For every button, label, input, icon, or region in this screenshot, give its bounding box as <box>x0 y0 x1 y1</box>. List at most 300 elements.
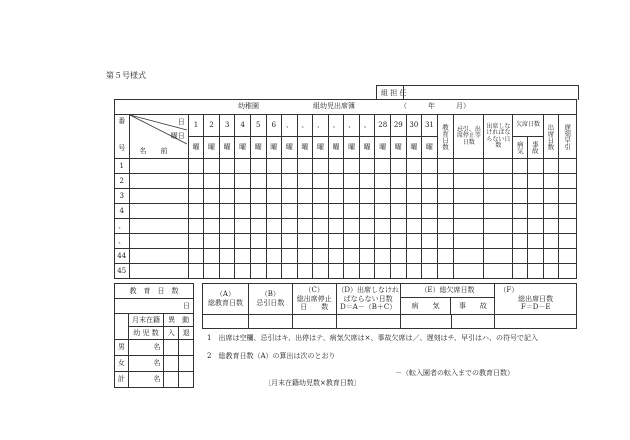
register-label: 組幼児出席簿 <box>313 102 355 110</box>
attendance-cell <box>359 219 375 234</box>
weekday-cell: 曜 <box>188 137 204 159</box>
attendance-cell <box>454 264 484 279</box>
day-col: 29 <box>391 115 407 137</box>
attendance-cell <box>513 174 528 189</box>
attendance-cell <box>297 234 313 249</box>
name-cell <box>129 189 188 204</box>
attendance-cell <box>266 234 282 249</box>
attendance-cell <box>406 189 422 204</box>
table-row <box>115 189 577 204</box>
total-label: 計 <box>115 372 129 388</box>
attendance-cell <box>513 219 528 234</box>
attendance-cell <box>359 174 375 189</box>
attendance-cell <box>375 174 391 189</box>
name-cell <box>129 234 188 249</box>
attendance-cell <box>282 249 298 264</box>
attendance-cell <box>375 264 391 279</box>
attendance-cell <box>282 174 298 189</box>
attendance-cell <box>250 264 266 279</box>
unit-label: 名 <box>128 372 164 388</box>
attendance-cell <box>204 189 220 204</box>
attendance-cell <box>297 174 313 189</box>
day-col: 、 <box>344 115 360 137</box>
attendance-cell <box>513 249 528 264</box>
weekday-cell: 曜 <box>422 137 438 159</box>
blank-cell <box>179 372 194 388</box>
attendance-cell <box>188 234 204 249</box>
attendance-cell <box>559 204 577 219</box>
attendance-cell <box>406 219 422 234</box>
day-col: 、 <box>328 115 344 137</box>
table-row <box>115 234 577 249</box>
edu-days-unit: 日 <box>115 299 194 314</box>
attendance-cell <box>375 249 391 264</box>
name-cell <box>129 219 188 234</box>
row-number: 2 <box>115 174 130 189</box>
attendance-cell <box>422 264 438 279</box>
enrolled-label-2: 幼 児 数 <box>128 327 164 340</box>
attendance-cell <box>484 189 513 204</box>
attendance-cell <box>559 234 577 249</box>
attendance-cell <box>484 174 513 189</box>
attendance-cell <box>219 189 235 204</box>
late-early-text: 遅刻早引 <box>563 123 572 150</box>
late-early-header <box>559 115 577 159</box>
attendance-cell <box>344 234 360 249</box>
attendance-cell <box>406 264 422 279</box>
table-row <box>115 219 577 234</box>
weekday-cell: 曜 <box>219 137 235 159</box>
attendance-cell <box>266 219 282 234</box>
attendance-cell <box>359 264 375 279</box>
attendance-cell <box>437 264 454 279</box>
school-label: 幼稚園 <box>238 102 259 110</box>
blank-cell <box>164 372 179 388</box>
attendance-cell <box>235 174 251 189</box>
number-header-bottom: 号 <box>118 144 126 152</box>
attendance-cell <box>559 219 577 234</box>
name-label: 名 前 <box>139 147 168 155</box>
edu-days-label: 教 育 日 数 <box>115 284 194 299</box>
attendance-cell <box>437 234 454 249</box>
attendance-cell <box>543 204 559 219</box>
attendance-cell <box>406 249 422 264</box>
attendance-cell <box>235 159 251 174</box>
weekday-cell: 曜 <box>328 137 344 159</box>
attendance-cell <box>344 249 360 264</box>
col-c-header <box>292 284 336 315</box>
attendance-cell <box>219 204 235 219</box>
attendance-cell <box>250 189 266 204</box>
weekday-cell: 曜 <box>250 137 266 159</box>
attendance-cell <box>543 219 559 234</box>
col-c-label-2: 日 数 <box>300 303 329 312</box>
attendance-cell <box>454 234 484 249</box>
name-cell <box>129 249 188 264</box>
attendance-cell <box>484 264 513 279</box>
weekday-cell: 曜 <box>266 137 282 159</box>
attendance-cell <box>406 159 422 174</box>
attendance-cell <box>219 234 235 249</box>
value-cell <box>400 315 451 329</box>
attendance-cell <box>391 264 407 279</box>
attendance-cell <box>266 249 282 264</box>
weekday-cell: 曜 <box>391 137 407 159</box>
attendance-cell <box>528 189 544 204</box>
attendance-cell <box>266 189 282 204</box>
homeroom-teacher-box <box>376 85 579 100</box>
attendance-cell <box>375 219 391 234</box>
edu-days-text: 教育日数 <box>441 123 449 150</box>
attendance-cell <box>266 264 282 279</box>
attendance-cell <box>204 249 220 264</box>
weekday-cell: 曜 <box>282 137 298 159</box>
attendance-cell <box>266 174 282 189</box>
row-number: 45 <box>115 264 130 279</box>
edu-days-header <box>437 115 454 159</box>
day-col: 6 <box>266 115 282 137</box>
value-cell <box>495 315 577 329</box>
attendance-cell <box>513 264 528 279</box>
col-e-illness: 病 気 <box>401 298 452 314</box>
attendance-cell <box>391 234 407 249</box>
attendance-cell <box>543 264 559 279</box>
attendance-cell <box>188 189 204 204</box>
attendance-cell <box>282 159 298 174</box>
unit-label: 名 <box>128 340 164 356</box>
required-days-header <box>484 115 513 159</box>
register-title-row <box>115 100 577 115</box>
day-col: 、 <box>282 115 298 137</box>
attendance-cell <box>359 189 375 204</box>
table-row <box>115 159 577 174</box>
note-1: 1 出席は空欄、忌引はキ、出停はテ、病気欠席は×、事故欠席は／、遅刻はチ、早引はハ、の符号で記入 <box>207 334 539 342</box>
formula-numerator: －（転入園者の転入までの教育日数） <box>395 369 514 377</box>
attendance-cell <box>313 264 329 279</box>
attendance-cell <box>454 204 484 219</box>
attendance-cell <box>313 204 329 219</box>
attendance-cell <box>344 174 360 189</box>
value-cell <box>292 315 336 329</box>
attendance-days-header <box>543 115 559 159</box>
day-col: 、 <box>297 115 313 137</box>
attendance-cell <box>359 204 375 219</box>
col-d-formula: D＝A－（B＋C） <box>340 303 397 312</box>
table-row <box>115 249 577 264</box>
day-col: 1 <box>188 115 204 137</box>
attendance-cell <box>375 204 391 219</box>
transfer-in-label: 入 <box>164 327 179 340</box>
attendance-cell <box>328 249 344 264</box>
attendance-cell <box>204 159 220 174</box>
attendance-cell <box>297 249 313 264</box>
day-col: 3 <box>219 115 235 137</box>
female-label: 女 <box>115 356 129 372</box>
attendance-cell <box>235 264 251 279</box>
blank-cell <box>179 356 194 372</box>
col-b-code: （B） <box>260 289 280 298</box>
attendance-cell <box>484 159 513 174</box>
attendance-cell <box>188 159 204 174</box>
attendance-cell <box>437 159 454 174</box>
col-d-label: ばならない日数 <box>343 294 393 303</box>
attendance-cell <box>484 249 513 264</box>
col-e-accident: 事 故 <box>458 302 487 310</box>
col-c-code: （C） <box>304 285 324 294</box>
attendance-cell <box>235 189 251 204</box>
attendance-roster <box>114 99 577 279</box>
name-cell <box>129 174 188 189</box>
attendance-cell <box>344 204 360 219</box>
attendance-cell <box>528 249 544 264</box>
unit-label: 名 <box>128 356 164 372</box>
blank-cell <box>179 340 194 356</box>
attendance-cell <box>297 219 313 234</box>
attendance-cell <box>437 249 454 264</box>
attendance-cell <box>250 234 266 249</box>
col-f-label: 総出席日数 <box>518 294 554 303</box>
attendance-cell <box>513 204 528 219</box>
attendance-cell <box>406 174 422 189</box>
attendance-cell <box>422 204 438 219</box>
attendance-cell <box>513 234 528 249</box>
attendance-cell <box>266 159 282 174</box>
col-f-formula: F＝D－E <box>520 303 551 312</box>
col-f-code: （F） <box>499 285 519 294</box>
homeroom-teacher-label: 組 担 任 <box>381 89 407 97</box>
col-f-header <box>495 284 577 315</box>
attendance-cell <box>250 249 266 264</box>
attendance-cell <box>543 234 559 249</box>
blank-cell <box>164 356 179 372</box>
attendance-cell <box>391 219 407 234</box>
weekday-cell: 曜 <box>375 137 391 159</box>
attendance-cell <box>559 159 577 174</box>
name-cell <box>129 204 188 219</box>
attendance-cell <box>391 159 407 174</box>
attendance-cell <box>235 219 251 234</box>
attendance-cell <box>204 204 220 219</box>
weekday-cell: 曜 <box>406 137 422 159</box>
day-col: 30 <box>406 115 422 137</box>
attendance-cell <box>422 174 438 189</box>
attendance-cell <box>422 234 438 249</box>
attendance-cell <box>188 264 204 279</box>
attendance-cell <box>282 234 298 249</box>
enrolled-label-1: 月末在籍 <box>128 314 164 327</box>
attendance-cell <box>204 264 220 279</box>
attendance-cell <box>359 249 375 264</box>
day-col: 28 <box>375 115 391 137</box>
attendance-cell <box>297 264 313 279</box>
row-number: 3 <box>115 189 130 204</box>
transfer-out-label: 退 <box>179 327 194 340</box>
form-number: 第５号様式 <box>106 71 146 80</box>
attendance-cell <box>344 219 360 234</box>
col-e-header <box>400 284 495 315</box>
attendance-cell <box>219 174 235 189</box>
attendance-cell <box>543 189 559 204</box>
row-number: 4 <box>115 204 130 219</box>
attendance-cell <box>454 219 484 234</box>
attendance-cell <box>219 159 235 174</box>
attendance-cell <box>188 204 204 219</box>
attendance-cell <box>328 174 344 189</box>
attendance-cell <box>297 189 313 204</box>
number-header-top: 番 <box>118 117 126 125</box>
attendance-cell <box>219 219 235 234</box>
attendance-cell <box>391 204 407 219</box>
accident-header <box>528 137 544 159</box>
attendance-cell <box>543 174 559 189</box>
attendance-cell <box>454 189 484 204</box>
illness-text: 病気 <box>515 141 524 154</box>
col-b-label: 忌引日数 <box>256 299 285 307</box>
day-label: 日 <box>177 118 185 126</box>
attendance-cell <box>513 159 528 174</box>
weekday-cell: 曜 <box>297 137 313 159</box>
attendance-cell <box>543 249 559 264</box>
attendance-cell <box>359 159 375 174</box>
attendance-cell <box>391 249 407 264</box>
attendance-cell <box>297 204 313 219</box>
attendance-cell <box>484 204 513 219</box>
attendance-cell <box>313 159 329 174</box>
attendance-cell <box>328 189 344 204</box>
row-number: 44 <box>115 249 130 264</box>
attendance-cell <box>313 234 329 249</box>
year-month-label: （ 年 月） <box>400 102 470 110</box>
value-cell <box>451 315 495 329</box>
attendance-cell <box>391 189 407 204</box>
attendance-cell <box>188 249 204 264</box>
attendance-cell <box>422 219 438 234</box>
col-a-code: （A） <box>215 289 235 298</box>
name-cell <box>129 159 188 174</box>
attendance-cell <box>204 174 220 189</box>
attendance-cell <box>454 159 484 174</box>
attendance-cell <box>559 189 577 204</box>
attendance-cell <box>559 264 577 279</box>
col-b-header <box>248 284 292 315</box>
value-cell <box>203 315 249 329</box>
attendance-cell <box>235 204 251 219</box>
attendance-cell <box>188 219 204 234</box>
attendance-cell <box>328 159 344 174</box>
attendance-cell <box>235 234 251 249</box>
attendance-cell <box>528 264 544 279</box>
attendance-cell <box>437 219 454 234</box>
attendance-cell <box>250 174 266 189</box>
value-cell <box>248 315 292 329</box>
attendance-cell <box>328 234 344 249</box>
attendance-cell <box>282 219 298 234</box>
attendance-cell <box>328 219 344 234</box>
attendance-cell <box>422 159 438 174</box>
attendance-cell <box>313 249 329 264</box>
attendance-cell <box>528 159 544 174</box>
col-c-label: 総出席停止 <box>296 294 332 303</box>
attendance-cell <box>406 234 422 249</box>
attendance-cell <box>297 159 313 174</box>
transfer-label: 異 動 <box>164 314 194 327</box>
value-cell <box>336 315 400 329</box>
accident-text: 事故 <box>530 141 539 154</box>
attendance-cell <box>250 159 266 174</box>
attendance-cell <box>328 264 344 279</box>
number-header <box>115 115 130 159</box>
attendance-cell <box>204 234 220 249</box>
row-number: 1 <box>115 159 130 174</box>
row-number: 、 <box>115 219 130 234</box>
col-d-code: （D）出席しなけれ <box>337 285 399 294</box>
day-col: 、 <box>359 115 375 137</box>
day-col: 4 <box>235 115 251 137</box>
formula-denominator: 〔月末在籍幼児数×教育日数〕 <box>264 379 361 387</box>
attendance-cell <box>204 219 220 234</box>
attendance-cell <box>513 189 528 204</box>
attendance-cell <box>437 204 454 219</box>
attendance-cell <box>375 234 391 249</box>
bereavement-days-header <box>454 115 484 159</box>
attendance-cell <box>219 264 235 279</box>
row-number: 、 <box>115 234 130 249</box>
attendance-cell <box>313 189 329 204</box>
attendance-cell <box>528 174 544 189</box>
attendance-cell <box>437 189 454 204</box>
attendance-cell <box>219 249 235 264</box>
attendance-cell <box>188 174 204 189</box>
attendance-cell <box>313 174 329 189</box>
day-col: 、 <box>313 115 329 137</box>
required-text: 出席しなければならない日数 <box>486 122 511 149</box>
attendance-cell <box>543 159 559 174</box>
attendance-cell <box>528 219 544 234</box>
attendance-cell <box>344 159 360 174</box>
attendance-cell <box>375 189 391 204</box>
weekday-cell: 曜 <box>359 137 375 159</box>
attendance-cell <box>328 204 344 219</box>
note-2: 2 総教育日数（A）の算出は次のとおり <box>207 352 336 360</box>
attendance-cell <box>559 174 577 189</box>
blank-cell <box>115 314 129 340</box>
attendance-cell <box>266 204 282 219</box>
attendance-cell <box>282 264 298 279</box>
attendance-cell <box>359 234 375 249</box>
table-row <box>115 264 577 279</box>
day-col: 2 <box>204 115 220 137</box>
attendance-cell <box>406 204 422 219</box>
col-a-header <box>203 284 249 315</box>
attendance-cell <box>282 189 298 204</box>
col-e-label: （E）総欠席日数 <box>401 284 495 298</box>
name-day-header <box>129 115 188 159</box>
weekday-cell: 曜 <box>235 137 251 159</box>
monthly-summary-table <box>114 283 194 388</box>
weekday-cell: 曜 <box>313 137 329 159</box>
day-col: 5 <box>250 115 266 137</box>
attendance-cell <box>375 159 391 174</box>
name-cell <box>129 264 188 279</box>
attendance-cell <box>391 174 407 189</box>
formula-table <box>202 283 577 329</box>
weekday-cell: 曜 <box>204 137 220 159</box>
attendance-cell <box>528 234 544 249</box>
attendance-cell <box>422 189 438 204</box>
attendance-cell <box>344 264 360 279</box>
attendance-cell <box>454 249 484 264</box>
col-d-header <box>336 284 400 315</box>
